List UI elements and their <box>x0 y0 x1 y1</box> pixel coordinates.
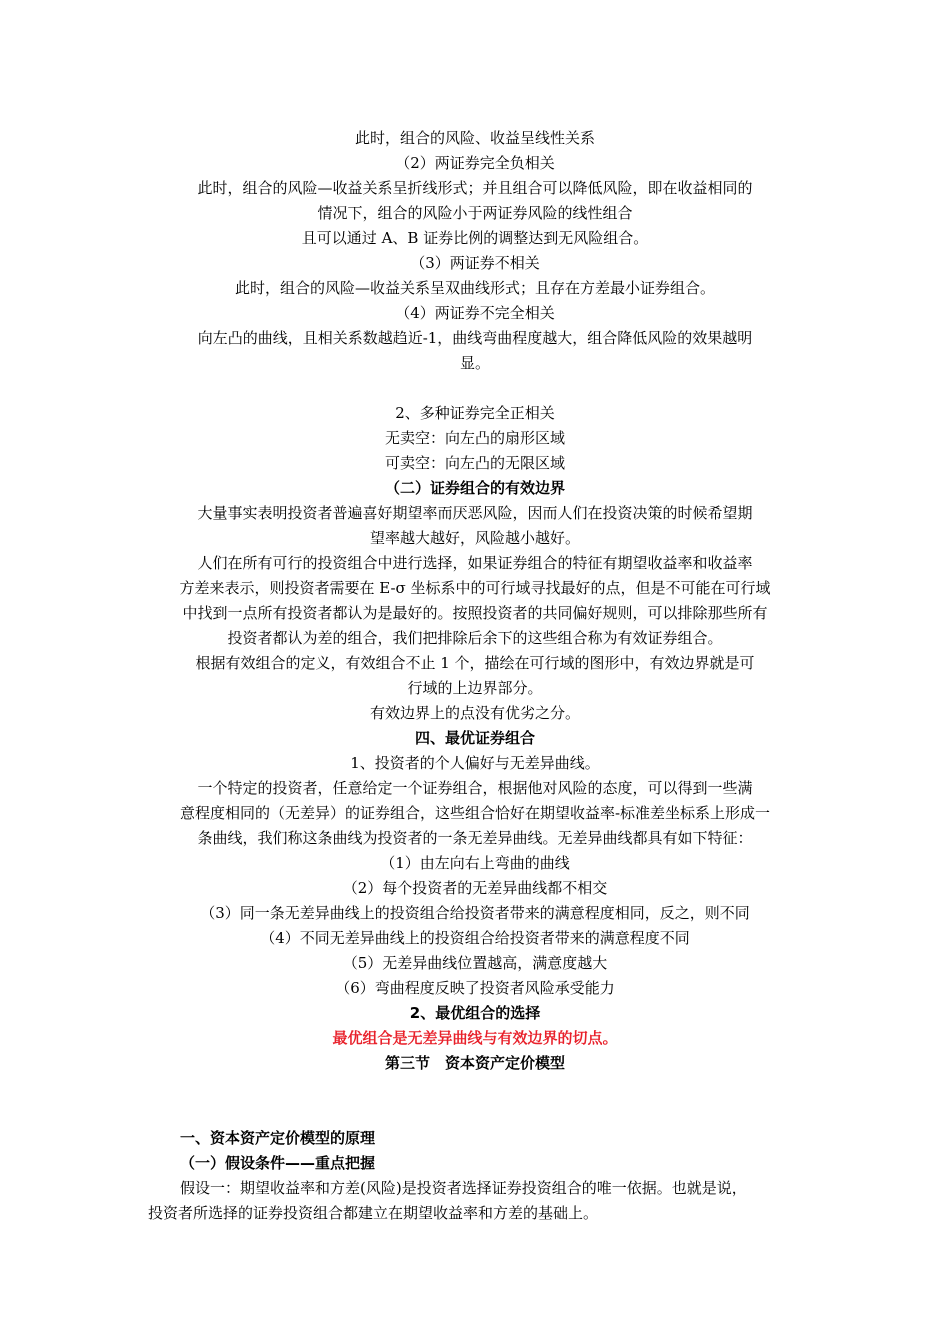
section-heading: 一、资本资产定价模型的原理 <box>180 1129 376 1147</box>
key-conclusion: 最优组合是无差异曲线与有效边界的切点。 <box>332 1029 618 1047</box>
text-line: 显。 <box>459 354 490 372</box>
text-line: 一个特定的投资者，任意给定一个证券组合，根据他对风险的态度，可以得到一些满 <box>197 779 753 797</box>
text-line: 意程度相同的（无差异）的证券组合，这些组合恰好在期望收益率-标准差坐标系上形成一 <box>179 804 771 822</box>
list-item: （6）弯曲程度反映了投资者风险承受能力 <box>335 979 615 997</box>
list-item: （1）由左向右上弯曲的曲线 <box>380 854 570 872</box>
section-heading: 四、最优证券组合 <box>414 729 535 747</box>
list-item: （4）不同无差异曲线上的投资组合给投资者带来的满意程度不同 <box>260 929 690 947</box>
text-line: 假设一：期望收益率和方差(风险)是投资者选择证券投资组合的唯一依据。也就是说， <box>180 1179 747 1197</box>
text-line: （3）两证券不相关 <box>410 254 540 272</box>
section-heading: （一）假设条件——重点把握 <box>180 1154 376 1172</box>
text-line: 此时，组合的风险—收益关系呈双曲线形式；且存在方差最小证券组合。 <box>234 279 715 297</box>
text-line: 人们在所有可行的投资组合中进行选择，如果证券组合的特征有期望收益率和收益率 <box>197 554 753 572</box>
chapter-heading: 第三节 资本资产定价模型 <box>384 1054 565 1072</box>
section-heading: 2、最优组合的选择 <box>409 1004 541 1022</box>
section-heading: （二）证券组合的有效边界 <box>384 479 565 497</box>
text-line: 投资者所选择的证券投资组合都建立在期望收益率和方差的基础上。 <box>148 1204 599 1222</box>
text-line: 此时，组合的风险—收益关系呈折线形式；并且组合可以降低风险，即在收益相同的 <box>197 179 753 197</box>
text-line: （4）两证券不完全相关 <box>395 304 555 322</box>
text-line: 方差来表示，则投资者需要在 E-σ 坐标系中的可行域寻找最好的点，但是不可能在可行域 <box>179 579 771 597</box>
text-line: 望率越大越好，风险越小越好。 <box>369 529 580 547</box>
list-item: （3）同一条无差异曲线上的投资组合给投资者带来的满意程度相同，反之，则不同 <box>200 904 750 922</box>
text-line: 且可以通过 A、B 证券比例的调整达到无风险组合。 <box>301 229 649 247</box>
text-line: 条曲线，我们称这条曲线为投资者的一条无差异曲线。无差异曲线都具有如下特征： <box>197 829 753 847</box>
list-item: （5）无差异曲线位置越高，满意度越大 <box>342 954 608 972</box>
text-line: 有效边界上的点没有优劣之分。 <box>369 704 580 722</box>
text-line: 投资者都认为差的组合，我们把排除后余下的这些组合称为有效证券组合。 <box>227 629 723 647</box>
text-line: 中找到一点所有投资者都认为是最好的。按照投资者的共同偏好规则，可以排除那些所有 <box>182 604 768 622</box>
text-line: 2、多种证券完全正相关 <box>395 404 555 422</box>
text-line: 向左凸的曲线，且相关系数越趋近-1，曲线弯曲程度越大，组合降低风险的效果越明 <box>197 329 753 347</box>
text-line: 无卖空：向左凸的扇形区域 <box>384 429 565 447</box>
text-line: （2）两证券完全负相关 <box>395 154 555 172</box>
text-line: 大量事实表明投资者普遍喜好期望率而厌恶风险，因而人们在投资决策的时候希望期 <box>197 504 753 522</box>
text-line: 情况下，组合的风险小于两证券风险的线性组合 <box>317 204 633 222</box>
text-line: 可卖空：向左凸的无限区域 <box>384 454 565 472</box>
text-line: 根据有效组合的定义，有效组合不止 1 个，描绘在可行域的图形中，有效边界就是可 <box>195 654 755 672</box>
text-line: 1、投资者的个人偏好与无差异曲线。 <box>350 754 600 772</box>
text-line: 行域的上边界部分。 <box>407 679 543 697</box>
text-line: 此时，组合的风险、收益呈线性关系 <box>354 129 595 147</box>
list-item: （2）每个投资者的无差异曲线都不相交 <box>342 879 608 897</box>
